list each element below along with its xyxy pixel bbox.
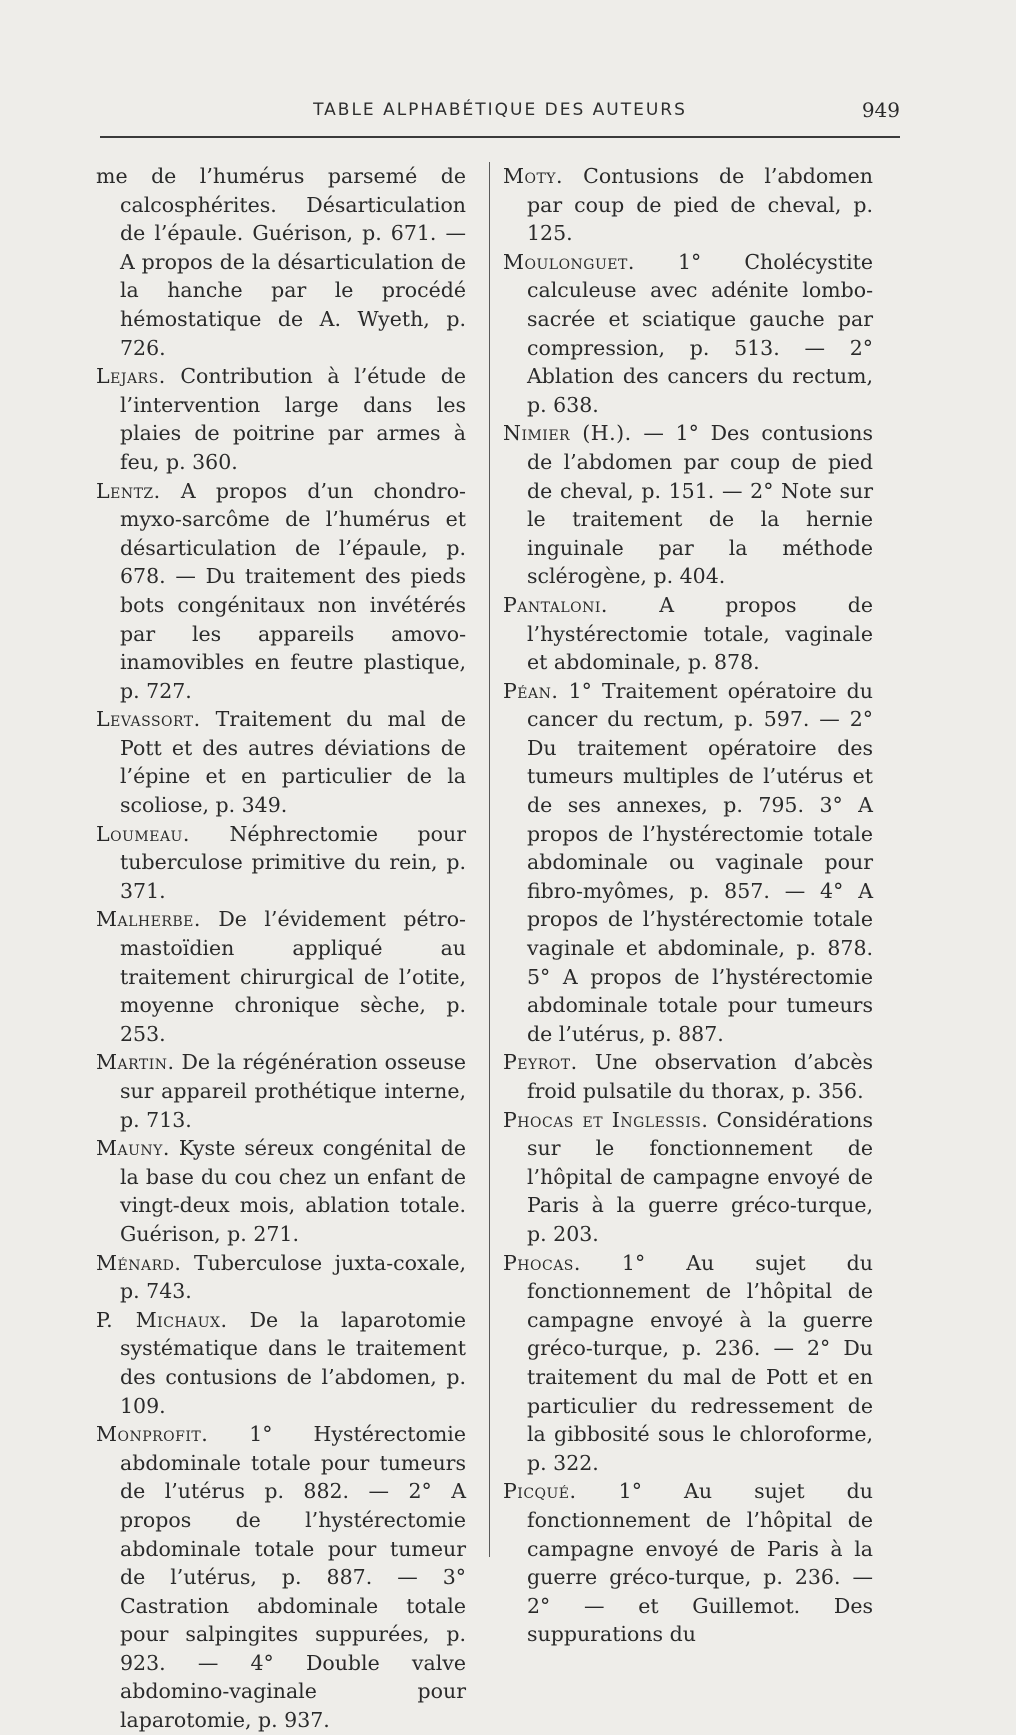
running-title: TABLE ALPHABÉTIQUE DES AUTEURS <box>313 100 687 120</box>
entry-text: Contusions de l’abdomen par coup de pied de cheval, p. 125. <box>527 164 873 246</box>
entry-author: Mauny. <box>96 1136 170 1161</box>
index-entry <box>503 419 873 591</box>
index-entry <box>96 1306 466 1420</box>
entry-text: 1° Au sujet du fonctionnement de l’hôpital de campagne envoyé à la guerre gréco-turque, p. 236. — 2° Du traitement du mal de Pott et en particulier du redressement de la gibbosité sous le chloroforme, p. 322. <box>527 1250 873 1475</box>
entry-author: Picqué. <box>503 1479 577 1504</box>
entry-author: Ménard. <box>96 1250 182 1275</box>
entry-text: Contribution à l’étude de l’intervention large dans les plaies de poitrine par armes à feu, p. 360. <box>120 364 466 474</box>
entry-text: De la laparotomie systématique dans le traitement des contusions de l’abdomen, p. 109. <box>120 1307 466 1418</box>
entry-text: 1° Traitement opératoire du cancer du rectum, p. 597. — 2° Du traitement opératoire des tumeurs multiples de l’utérus et de ses annexes, p. 795. 3° A propos de l’hystérectomie totale abdominale ou vaginale pour fibro-myômes, p. 857. — 4° A propos de l’hystérectomie totale vaginale et abdominale, p. 878. 5° A propos de l’hystérectomie abdominale totale pour tumeurs de l’utérus, p. 887. <box>527 678 873 1046</box>
column-divider <box>489 162 490 1557</box>
entry-text: A propos d’un chondro-myxo-sarcôme de l’humérus et désarticulation de l’épaule, p. 678. — Du traitement des pieds bots congénitaux non invétérés par les appareils amovo-inamovibles en feutre plastique, p. 727. <box>120 478 466 703</box>
index-entry <box>503 248 873 420</box>
index-entry <box>96 1420 466 1735</box>
entry-author: Nimier (H.). <box>503 421 632 446</box>
entry-text: Néphrectomie pour tuberculose primitive du rein, p. 371. <box>120 821 466 903</box>
entry-text: me de l’humérus parsemé de calcosphérites. Désarticulation de l’épaule. Guérison, p. 671. — A propos de la désarticulation de la hanche par le procédé hémostatique de A. Wyeth, p. 726. <box>96 164 466 360</box>
entry-text: 1° Hystérectomie abdominale totale pour tumeurs de l’utérus p. 882. — 2° A propos de l’hystérectomie abdominale totale pour tumeur de l’utérus, p. 887. — 3° Castration abdominale totale pour salpingites suppurées, p. 923. — 4° Double valve abdomino-vaginale pour laparotomie, p. 937. <box>120 1422 466 1733</box>
running-head <box>100 92 900 132</box>
right-column <box>503 162 873 1649</box>
entry-author: Phocas. <box>503 1250 581 1275</box>
entry-text: 1° Au sujet du fonctionnement de l’hôpital de campagne envoyé de Paris à la guerre gréco-turque, p. 236. — 2° — et Guillemot. Des suppurations du <box>527 1479 873 1647</box>
entry-author: P. Michaux. <box>96 1307 228 1332</box>
page-number: 949 <box>861 98 900 122</box>
left-column <box>96 162 466 1735</box>
index-entry <box>503 591 873 677</box>
index-entry <box>503 162 873 248</box>
index-entry <box>96 1134 466 1248</box>
entry-author: Malherbe. <box>96 907 201 932</box>
entry-text: De l’évidement pétro-mastoïdien appliqué au traitement chirurgical de l’otite, moyenne chronique sèche, p. 253. <box>120 907 466 1046</box>
index-entry <box>503 1106 873 1249</box>
entry-text: De la régénération osseuse sur appareil prothétique interne, p. 713. <box>120 1050 466 1132</box>
entry-author: Levassort. <box>96 707 201 732</box>
header-rule <box>100 136 900 138</box>
entry-author: Péan. <box>503 678 559 703</box>
entry-author: Lejars. <box>96 364 166 389</box>
entry-text: Traitement du mal de Pott et des autres déviations de l’épine et en particulier de la scoliose, p. 349. <box>120 707 466 818</box>
entry-author: Moty. <box>503 164 564 188</box>
index-entry <box>96 820 466 906</box>
index-entry <box>96 905 466 1048</box>
index-entry <box>96 1048 466 1134</box>
index-entry <box>503 1477 873 1649</box>
entry-text: Une observation d’abcès froid pulsatile du thorax, p. 356. <box>527 1050 873 1103</box>
entry-author: Lentz. <box>96 478 161 503</box>
entry-author: Pantaloni. <box>503 592 608 617</box>
entry-author: Loumeau. <box>96 821 190 846</box>
entry-author: Monprofit. <box>96 1422 209 1447</box>
index-entry <box>96 362 466 476</box>
index-entry <box>96 162 466 362</box>
entry-author: Martin. <box>96 1050 175 1075</box>
entry-text: Tuberculose juxta-coxale, p. 743. <box>120 1250 466 1304</box>
entry-author: Peyrot. <box>503 1050 578 1075</box>
entry-author: Phocas et Inglessis. <box>503 1107 709 1132</box>
entry-text: Kyste séreux congénital de la base du cou chez un enfant de vingt-deux mois, ablation totale. Guérison, p. 271. <box>120 1136 466 1246</box>
entry-text: — 1° Des contusions de l’abdomen par coup de pied de cheval, p. 151. — 2° Note sur le traitement de la hernie inguinale par la méthode sclérogène, p. 404. <box>527 421 873 589</box>
entry-text: A propos de l’hystérectomie totale, vaginale et abdominale, p. 878. <box>527 592 873 675</box>
index-entry <box>503 677 873 1049</box>
entry-text: Considérations sur le fonctionnement de l’hôpital de campagne envoyé de Paris à la guerre gréco-turque, p. 203. <box>527 1107 873 1246</box>
index-entry <box>96 1249 466 1306</box>
index-entry <box>503 1249 873 1478</box>
entry-text: 1° Cholécystite calculeuse avec adénite lombo-sacrée et sciatique gauche par compression, p. 513. — 2° Ablation des cancers du rectum, p. 638. <box>527 249 873 417</box>
entry-author: Moulonguet. <box>503 249 635 274</box>
index-entry <box>96 477 466 706</box>
index-entry <box>503 1048 873 1105</box>
index-entry <box>96 705 466 819</box>
